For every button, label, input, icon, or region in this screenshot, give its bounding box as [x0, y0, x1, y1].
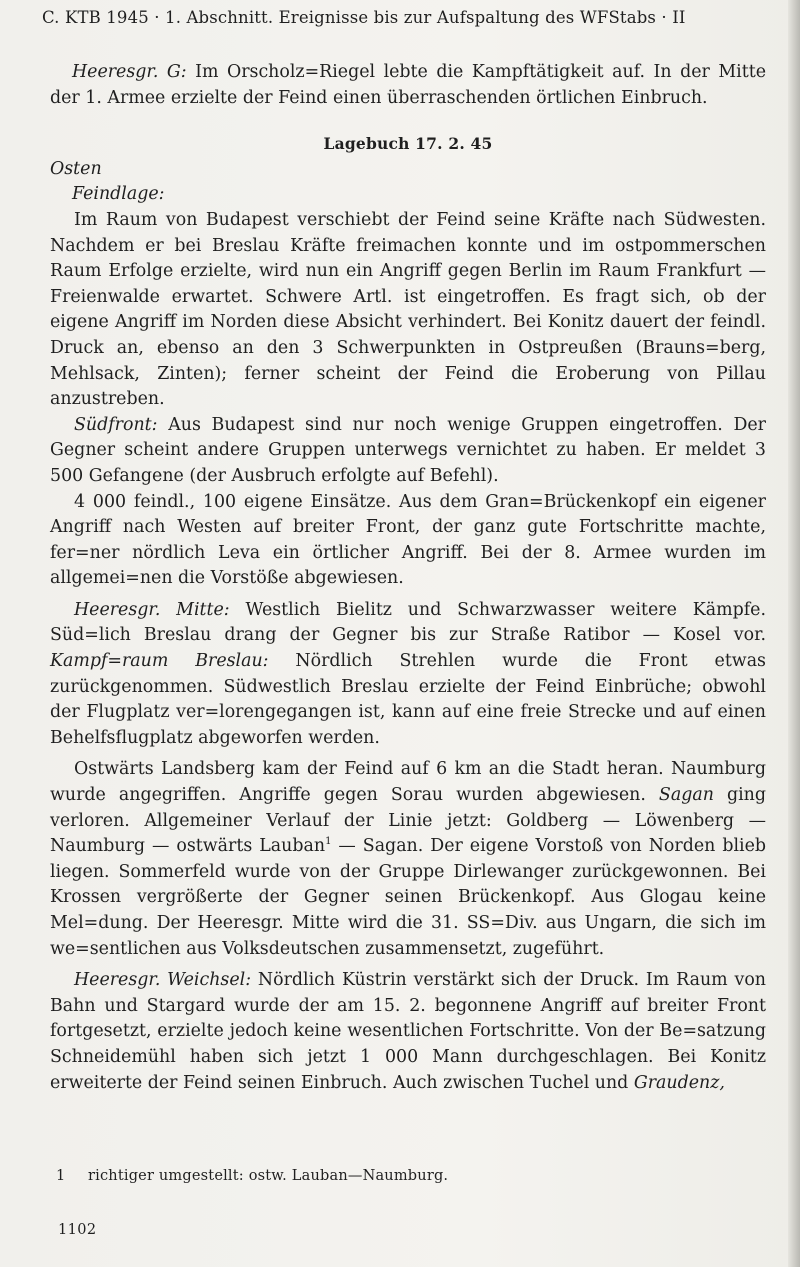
mitte-text-2: Nördlich Strehlen wurde die Front etwas zurückgenommen. Südwestlich Breslau erzielte der Feind Einbrüche; obwohl der Flugplatz ver=lorengegangen ist, kann auf eine freie Strecke und auf einen Behelfsflugplatz abgeworfen werden. [50, 651, 766, 748]
weichsel-paragraph [50, 968, 766, 1096]
footnote-number: 1 [56, 1168, 66, 1184]
landsberg-text-2: ging verloren. Allgemeiner Verlauf der Linie jetzt: Goldberg — Löwenberg — Naumburg — ostwärts Lauban [50, 785, 766, 857]
footnote [56, 1168, 756, 1184]
running-header: C. KTB 1945 · 1. Abschnitt. Ereignisse bis zur Aufspaltung des WFStabs · II [42, 8, 686, 27]
mitte-paragraph [50, 598, 766, 752]
mitte-label: Heeresgr. Mitte: [74, 599, 230, 620]
suedfront-text: Aus Budapest sind nur noch wenige Gruppen eingetroffen. Der Gegner scheint andere Gruppen unterwegs vernichtet zu haben. Er meldet 3 500 Gefangene (der Ausbruch erfolgte auf Befehl). [50, 414, 766, 486]
footnote-marker: 1 [325, 836, 332, 848]
landsberg-paragraph [50, 757, 766, 962]
landsberg-text-1: Ostwärts Landsberg kam der Feind auf 6 km an die Stadt heran. Naumburg wurde angegriffen. Angriffe gegen Sorau wurden abgewiesen. [50, 759, 766, 806]
landsberg-text-3: — Sagan. Der eigene Vorstoß von Norden blieb liegen. Sommerfeld wurde von der Gruppe Dirlewanger zurückgewonnen. Bei Krossen vergrößerte der Gegner seinen Brückenkopf. Aus Glogau keine Mel=dung. Der Heeresgr. Mitte wird die 31. SS=Div. aus Ungarn, die sich im we=sentlichen aus Volksdeutschen zusammensetzt, zugeführt. [50, 836, 766, 959]
intro-text: Im Orscholz=Riegel lebte die Kampftätigkeit auf. In der Mitte der 1. Armee erzielte der Feind einen überraschenden örtlichen Einbruch. [50, 62, 766, 108]
suedfront-paragraph [50, 413, 766, 490]
einsaetze-paragraph: 4 000 feindl., 100 eigene Einsätze. Aus dem Gran=Brückenkopf ein eigener Angriff nach Westen auf breiter Front, der ganz gute Fortschritte machte, fer=ner nördlich Leva ein örtlicher Angriff. Bei der 8. Armee wurden im allgemei=nen die Vorstöße abgewiesen. [50, 491, 766, 589]
osten-heading: Osten [50, 158, 102, 179]
mitte-text-1: Westlich Bielitz und Schwarzwasser weitere Kämpfe. Süd=lich Breslau drang der Gegner bis zur Straße Ratibor — Kosel vor. [50, 599, 766, 646]
footnote-text: richtiger umgestellt: ostw. Lauban—Naumburg. [88, 1168, 449, 1184]
graudenz-label: Graudenz, [633, 1072, 725, 1093]
page-edge [788, 0, 800, 1267]
suedfront-label: Südfront: [74, 414, 158, 435]
sagan-label: Sagan [658, 785, 714, 806]
intro-label: Heeresgr. G: [72, 62, 187, 82]
document-body [50, 60, 766, 1096]
feindlage-paragraph: Im Raum von Budapest verschiebt der Feind seine Kräfte nach Südwesten. Nachdem er bei Breslau Kräfte freimachen konnte und im ostpommerschen Raum Erfolge erzielte, wird nun ein Angriff gegen Berlin im Raum Frankfurt — Freienwalde erwartet. Schwere Artl. ist eingetroffen. Es fragt sich, ob der eigene Angriff im Norden diese Absicht verhindert. Bei Konitz dauert der feindl. Druck an, ebenso an den 3 Schwerpunkten in Ostpreußen (Brauns=berg, Mehlsack, Zinten); ferner scheint der Feind die Eroberung von Pillau anzustreben. [50, 209, 766, 410]
kampfraum-label: Kampf=raum Breslau: [50, 651, 269, 672]
feindlage-heading: Feindlage: [72, 184, 165, 205]
section-title: Lagebuch 17. 2. 45 [323, 134, 493, 154]
page-number: 1102 [58, 1222, 97, 1238]
weichsel-text: Nördlich Küstrin verstärkt sich der Druck. Im Raum von Bahn und Stargard wurde der am 15. 2. begonnene Angriff auf breiter Front fortgesetzt, erzielte jedoch keine wesentlichen Fortschritte. Von der Be=satzung Schneidemühl haben sich jetzt 1 000 Mann durchgeschlagen. Bei Konitz erweiterte der Feind seinen Einbruch. Auch zwischen Tuchel und [50, 970, 766, 1093]
weichsel-label: Heeresgr. Weichsel: [74, 970, 252, 991]
intro-paragraph [50, 60, 766, 111]
